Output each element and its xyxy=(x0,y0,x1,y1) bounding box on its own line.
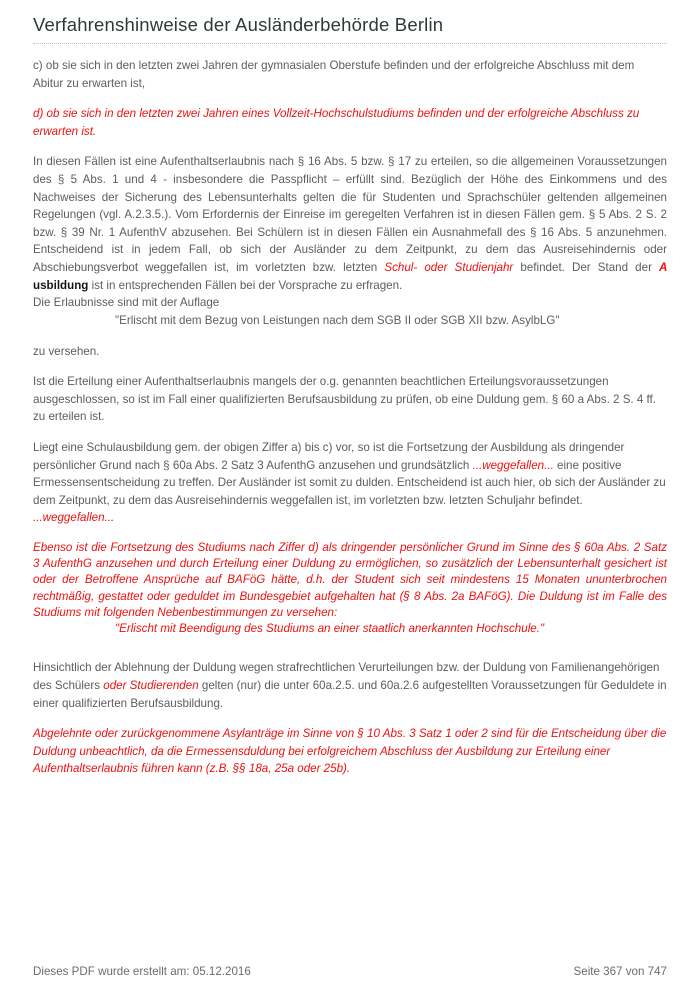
paragraph-main xyxy=(33,153,667,294)
text-segment-bold: usbildung xyxy=(33,278,89,292)
auflage-intro-line: Die Erlaubnisse sind mit der Auflage xyxy=(33,296,220,310)
text-segment-weggefallen: ...weggefallen... xyxy=(472,458,554,472)
text-segment-highlight: oder Studierenden xyxy=(103,678,199,692)
text-segment-highlight: A xyxy=(659,261,667,275)
paragraph-liegt-schulausbildung xyxy=(33,439,667,527)
text-segment: In diesen Fällen ist eine Aufenthaltserlaubnis nach § 16 Abs. 5 bzw. § 17 zu erteilen, so die allgemeinen Voraussetzungen des § 5 Abs. 1 und 4 - insbesondere die Passpflicht – erfüllt sind. Bezüglich der Höhe des Einkommens und des Nachweises der Sicherung des Lebensunterhalts gelten die für Studenten und Sprachschüler geltenden allgemeinen Regelungen (vgl. A.2.3.5.). Vom Erfordernis der Einreise im geregelten Verfahren ist in diesen Fällen gem. § 5 Abs. 2 S. 2 bzw. § 39 Nr. 1 AufenthV abzusehen. Bei Schülern ist in diesen Fällen ein Ausnahmefall des § 16 Abs. 5 anzunehmen. Entscheidend ist in jedem Fall, ob sich der Ausländer zu dem Zeitpunkt, zu dem das Ausreisehindernis oder Abschiebungsverbot weggefallen ist, im vorletzten bzw. letzten xyxy=(33,155,667,275)
paragraph-abgelehnte-asylantraege: Abgelehnte oder zurückgenommene Asylanträge im Sinne von § 10 Abs. 3 Satz 1 oder 2 sind für die Entscheidung über die Duldung unbeachtlich, da die Ermessensduldung bei erfolgreichem Abschluss der Ausbildung zur Erteilung einer Aufenthaltserlaubnis führen kann (z.B. §§ 18a, 25a oder 25b). xyxy=(33,727,667,776)
footer-created-date: Dieses PDF wurde erstellt am: 05.12.2016 xyxy=(33,965,251,978)
paragraph-hinsichtlich-duldung xyxy=(33,659,667,712)
text-segment: befindet. Der Stand der xyxy=(513,261,660,275)
paragraph-zu-versehen: zu versehen. xyxy=(33,344,100,358)
footer-page-number: Seite 367 von 747 xyxy=(573,965,667,978)
text-segment-weggefallen: ...weggefallen... xyxy=(33,511,115,525)
paragraph-ist-erteilung: Ist die Erteilung einer Aufenthaltserlaubnis mangels der o.g. genannten beachtlichen Erteilungsvoraussetzungen ausgeschlossen, so ist im Fall einer qualifizierten Berufsausbildung zu prüfen, ob eine Duldung gem. § 60 a Abs. 2 S. 4 ff. zu erteilen ist. xyxy=(33,375,656,424)
text-segment: eine positive Ermessensentscheidung zu treffen. Der Ausländer ist somit zu dulden. Entscheidend ist auch hier, ob sich der Ausländer zu dem Zeitpunkt, zu dem das Ausreisehindernis weggefallen ist, im vorletzten bzw. letzten Schuljahr befindet. xyxy=(33,458,666,507)
page-title: Verfahrenshinweise der Ausländerbehörde Berlin xyxy=(33,14,667,44)
auflage-quote-line: "Erlischt mit dem Bezug von Leistungen nach dem SGB II oder SGB XII bzw. AsylbLG" xyxy=(115,313,560,327)
page-footer xyxy=(33,965,667,978)
paragraph-item-d: d) ob sie sich in den letzten zwei Jahren eines Vollzeit-Hochschulstudiums befinden und der erfolgreiche Abschluss zu erwarten ist. xyxy=(33,107,640,138)
text-segment: ist in entsprechenden Fällen bei der Vorsprache zu erfragen. xyxy=(88,278,403,292)
paragraph-ebenso-studium: Ebenso ist die Fortsetzung des Studiums nach Ziffer d) als dringender persönlicher Grund im Sinne des § 60a Abs. 2 Satz 3 AufenthG anzusehen und durch Erteilung einer Duldung zu ermöglichen, so zusätzlich der Lebensunterhalt gesichert ist oder der Betroffene Ansprüche auf BAFöG hätte, d.h. der Student sich seit mindestens 15 Monaten ununterbrochen rechtmäßig, gestattet oder geduldet im Bundesgebiet aufgehalten hat (§ 8 Abs. 2a BAFöG). Die Duldung ist im Falle des Studiums mit folgenden Nebenbestimmungen zu versehen: xyxy=(33,541,667,619)
text-segment: gelten (nur) die unter 60a.2.5. und 60a.2.6 aufgestellten Voraussetzungen für Geduldete in einer qualifizierten Berufsausbildung. xyxy=(33,678,667,710)
text-segment: Hinsichtlich der Ablehnung der Duldung wegen strafrechtlichen Verurteilungen bzw. der Duldung von Familienangehörigen des Schülers xyxy=(33,661,660,692)
text-segment: Liegt eine Schulausbildung gem. der obigen Ziffer a) bis c) vor, so ist die Fortsetzung der Ausbildung als dringender persönlicher Grund nach § 60a Abs. 2 Satz 3 AufenthG anzusehen und grundsätzlich xyxy=(33,440,625,472)
paragraph-item-c: c) ob sie sich in den letzten zwei Jahren der gymnasialen Oberstufe befinden und der erfolgreiche Abschluss mit dem Abitur zu erwarten ist, xyxy=(33,59,635,90)
ebenso-quote-line: "Erlischt mit Beendigung des Studiums an einer staatlich anerkannten Hochschule." xyxy=(115,622,545,636)
text-segment-highlight: Schul- oder Studienjahr xyxy=(384,261,514,275)
